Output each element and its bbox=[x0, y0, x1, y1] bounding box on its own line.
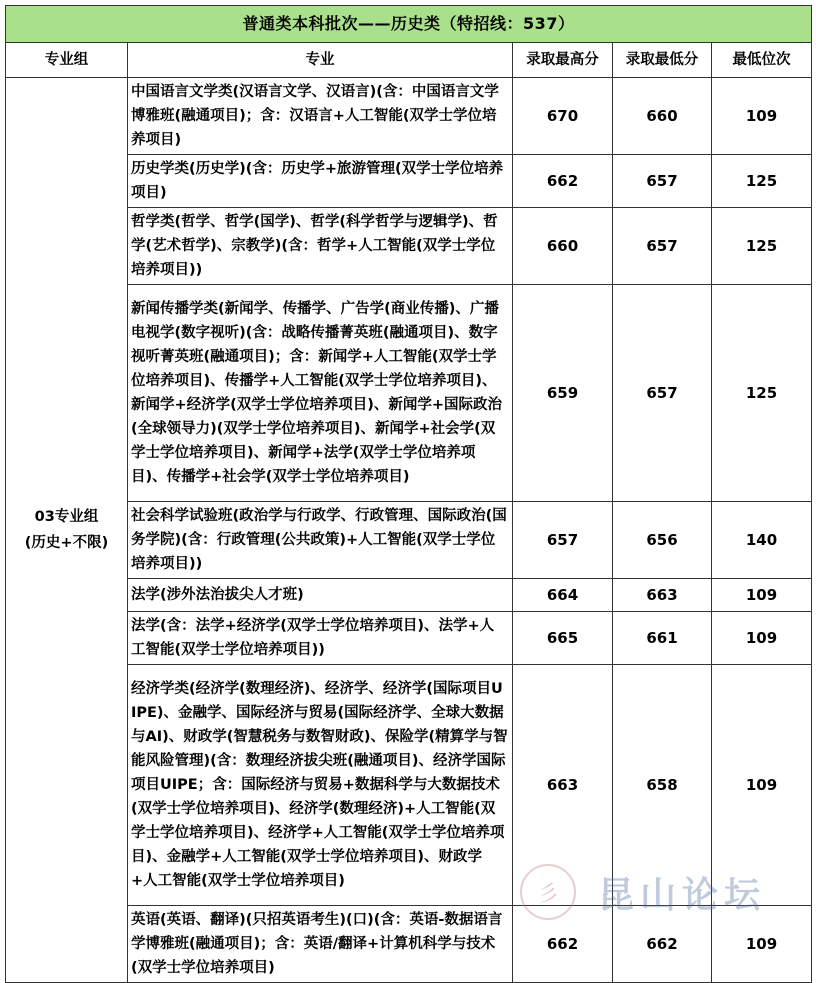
min-rank-cell: 109 bbox=[712, 78, 812, 155]
header-max-score: 录取最高分 bbox=[513, 43, 613, 78]
min-score-cell: 663 bbox=[613, 579, 712, 612]
max-score-cell: 664 bbox=[513, 579, 613, 612]
watermark-seal-icon: 彡 bbox=[520, 864, 576, 920]
major-cell: 法学(涉外法治拔尖人才班) bbox=[128, 579, 513, 612]
min-rank-cell: 109 bbox=[712, 612, 812, 665]
admission-table bbox=[5, 5, 812, 983]
min-score-cell: 662 bbox=[613, 906, 712, 983]
min-rank-cell: 140 bbox=[712, 502, 812, 579]
max-score-cell: 660 bbox=[513, 208, 613, 285]
max-score-cell: 659 bbox=[513, 285, 613, 502]
max-score-cell: 665 bbox=[513, 612, 613, 665]
min-score-cell: 658 bbox=[613, 665, 712, 906]
major-cell: 社会科学试验班(政治学与行政学、行政管理、国际政治(国务学院)(含：行政管理(公共政策)+人工智能(双学士学位培养项目)) bbox=[128, 502, 513, 579]
major-cell: 中国语言文学类(汉语言文学、汉语言)(含：中国语言文学博雅班(融通项目)；含：汉语言+人工智能(双学士学位培养项目) bbox=[128, 78, 513, 155]
min-rank-cell: 125 bbox=[712, 285, 812, 502]
max-score-cell: 670 bbox=[513, 78, 613, 155]
major-cell: 法学(含：法学+经济学(双学士学位培养项目)、法学+人工智能(双学士学位培养项目)) bbox=[128, 612, 513, 665]
min-rank-cell: 109 bbox=[712, 906, 812, 983]
major-cell: 哲学类(哲学、哲学(国学)、哲学(科学哲学与逻辑学)、哲学(艺术哲学)、宗教学)(含：哲学+人工智能(双学士学位培养项目)) bbox=[128, 208, 513, 285]
watermark-text: 昆山论坛 bbox=[598, 873, 767, 916]
min-rank-cell: 109 bbox=[712, 579, 812, 612]
min-score-cell: 656 bbox=[613, 502, 712, 579]
max-score-cell: 657 bbox=[513, 502, 613, 579]
min-score-cell: 657 bbox=[613, 155, 712, 208]
min-rank-cell: 125 bbox=[712, 208, 812, 285]
max-score-cell: 662 bbox=[513, 906, 613, 983]
header-min-rank: 最低位次 bbox=[712, 43, 812, 78]
group-label: 03专业组 bbox=[34, 509, 99, 525]
major-cell: 英语(英语、翻译)(只招英语考生)(口)(含：英语-数据语言学博雅班(融通项目)；含：英语/翻译+计算机科学与技术(双学士学位培养项目) bbox=[128, 906, 513, 983]
table-title: 普通类本科批次——历史类（特招线：537） bbox=[6, 6, 812, 43]
min-score-cell: 661 bbox=[613, 612, 712, 665]
major-cell: 新闻传播学类(新闻学、传播学、广告学(商业传播)、广播电视学(数字视听)(含：战略传播菁英班(融通项目)、数字视听菁英班(融通项目)；含：新闻学+人工智能(双学士学位培养项目)、传播学+人工智能(双学士学位培养项目)、新闻学+经济学(双学士学位培养项目)、新闻学+国际政治(全球领导力)(双学士学位培养项目)、新闻学+社会学(双学士学位培养项目)、新闻学+法学(双学士学位培养项目)、传播学+社会学(双学士学位培养项目) bbox=[128, 285, 513, 502]
max-score-cell: 663 bbox=[513, 665, 613, 906]
major-cell: 历史学类(历史学)(含：历史学+旅游管理(双学士学位培养项目) bbox=[128, 155, 513, 208]
major-cell: 经济学类(经济学(数理经济)、经济学、经济学(国际项目UIPE)、金融学、国际经济与贸易(国际经济学、全球大数据与AI)、财政学(智慧税务与数智财政)、保险学(精算学与智能风险管理)(含：数理经济拔尖班(融通项目)、经济学国际项目UIPE；含：国际经济与贸易+数据科学与大数据技术(双学士学位培养项目)、经济学(数理经济)+人工智能(双学士学位培养项目)、经济学+人工智能(双学士学位培养项目)、金融学+人工智能(双学士学位培养项目)、财政学+人工智能(双学士学位培养项目) bbox=[128, 665, 513, 906]
min-score-cell: 660 bbox=[613, 78, 712, 155]
min-score-cell: 657 bbox=[613, 208, 712, 285]
group-cell bbox=[6, 78, 128, 983]
header-group: 专业组 bbox=[6, 43, 128, 78]
table-row bbox=[6, 78, 812, 155]
min-rank-cell: 109 bbox=[712, 665, 812, 906]
header-min-score: 录取最低分 bbox=[613, 43, 712, 78]
min-rank-cell: 125 bbox=[712, 155, 812, 208]
header-major: 专业 bbox=[128, 43, 513, 78]
max-score-cell: 662 bbox=[513, 155, 613, 208]
group-subject: (历史+不限) bbox=[24, 535, 109, 551]
min-score-cell: 657 bbox=[613, 285, 712, 502]
